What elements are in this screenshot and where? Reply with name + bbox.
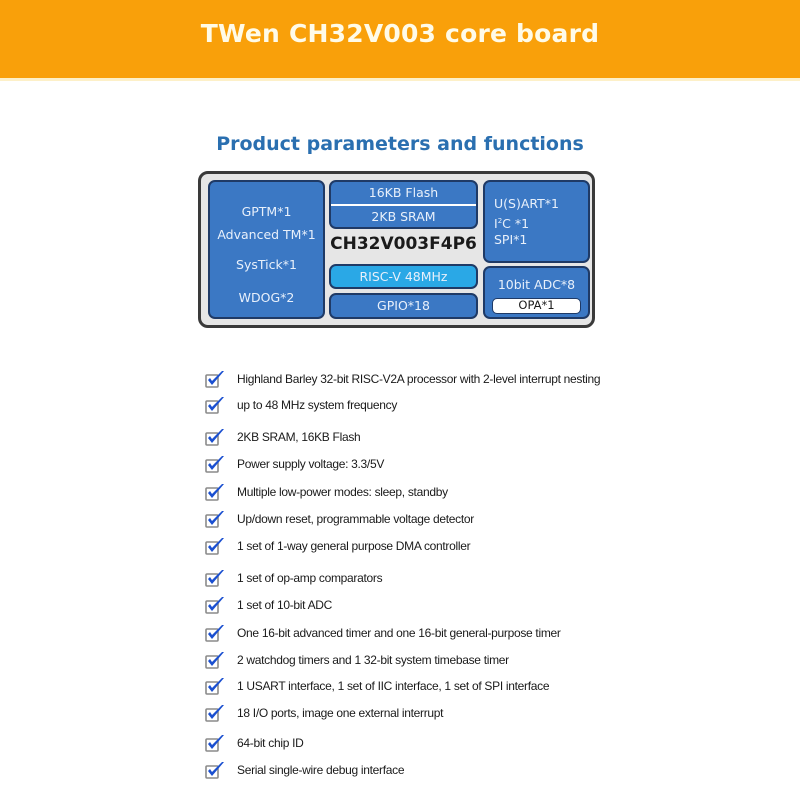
checkbox-checked-icon (205, 369, 225, 389)
feature-item (205, 622, 765, 644)
timer-block (208, 180, 325, 319)
timer-systick: SysTick*1 (236, 257, 297, 272)
feature-label: 1 USART interface, 1 set of IIC interface, 1 set of SPI interface (237, 679, 550, 693)
feature-label: 1 set of 10-bit ADC (237, 598, 333, 612)
checkbox-checked-icon (205, 482, 225, 502)
feature-item (205, 453, 765, 475)
checkbox-checked-icon (205, 568, 225, 588)
feature-item (205, 732, 765, 754)
checkbox-checked-icon (205, 536, 225, 556)
feature-label: Up/down reset, programmable voltage detector (237, 512, 474, 526)
timer-gptm: GPTM*1 (241, 204, 292, 219)
i2c-label: $I^2C$ *1 (494, 216, 530, 231)
header-banner (0, 0, 800, 78)
adc-label: 10bit ADC*8 (497, 277, 576, 292)
feature-label: Highland Barley 32-bit RISC-V2A processor with 2-level interrupt nesting (237, 372, 601, 386)
comm-block (483, 180, 590, 263)
section-title: Product parameters and functions (216, 133, 584, 155)
adc-block (483, 266, 590, 319)
feature-item (205, 567, 765, 589)
usart-label: U(S)ART*1 (494, 196, 560, 211)
feature-label: 1 set of 1-way general purpose DMA controller (237, 539, 471, 553)
feature-item (205, 426, 765, 448)
banner-divider (0, 78, 800, 81)
feature-item (205, 394, 765, 416)
page-title: TWen CH32V003 core board (200, 18, 600, 48)
feature-item (205, 702, 765, 724)
feature-item (205, 535, 765, 557)
timer-advanced: Advanced TM*1 (217, 227, 316, 242)
checkbox-checked-icon (205, 623, 225, 643)
chip-block-diagram (198, 171, 595, 328)
checkbox-checked-icon (205, 676, 225, 696)
feature-item (205, 481, 765, 503)
feature-item (205, 508, 765, 530)
chip-name: CH32V003F4P6 (330, 234, 477, 254)
feature-label: 2KB SRAM, 16KB Flash (237, 430, 361, 444)
feature-label: Power supply voltage: 3.3/5V (237, 457, 385, 471)
feature-item (205, 594, 765, 616)
gpio-block: GPIO*18 (329, 293, 478, 319)
timer-wdog: WDOG*2 (238, 290, 295, 305)
sram-label: 2KB SRAM (371, 209, 436, 224)
checkbox-checked-icon (205, 454, 225, 474)
checkbox-checked-icon (205, 395, 225, 415)
checkbox-checked-icon (205, 703, 225, 723)
checkbox-checked-icon (205, 650, 225, 670)
checkbox-checked-icon (205, 733, 225, 753)
feature-label: 2 watchdog timers and 1 32-bit system timebase timer (237, 653, 509, 667)
feature-item (205, 649, 765, 671)
feature-label: 64-bit chip ID (237, 736, 304, 750)
flash-label: 16KB Flash (368, 185, 439, 200)
feature-label: 1 set of op-amp comparators (237, 571, 383, 585)
feature-label: Multiple low-power modes: sleep, standby (237, 485, 448, 499)
checkbox-checked-icon (205, 595, 225, 615)
spi-label: SPI*1 (494, 232, 528, 247)
memory-divider (331, 204, 476, 206)
checkbox-checked-icon (205, 427, 225, 447)
memory-block (329, 180, 478, 229)
checkbox-checked-icon (205, 509, 225, 529)
feature-label: up to 48 MHz system frequency (237, 398, 398, 412)
opa-label: OPA*1 (492, 298, 581, 314)
feature-item (205, 675, 765, 697)
checkbox-checked-icon (205, 760, 225, 780)
feature-item (205, 368, 765, 390)
feature-item (205, 759, 765, 781)
feature-label: One 16-bit advanced timer and one 16-bit general-purpose timer (237, 626, 561, 640)
feature-label: 18 I/O ports, image one external interrupt (237, 706, 444, 720)
core-block: RISC-V 48MHz (329, 264, 478, 289)
feature-label: Serial single-wire debug interface (237, 763, 405, 777)
